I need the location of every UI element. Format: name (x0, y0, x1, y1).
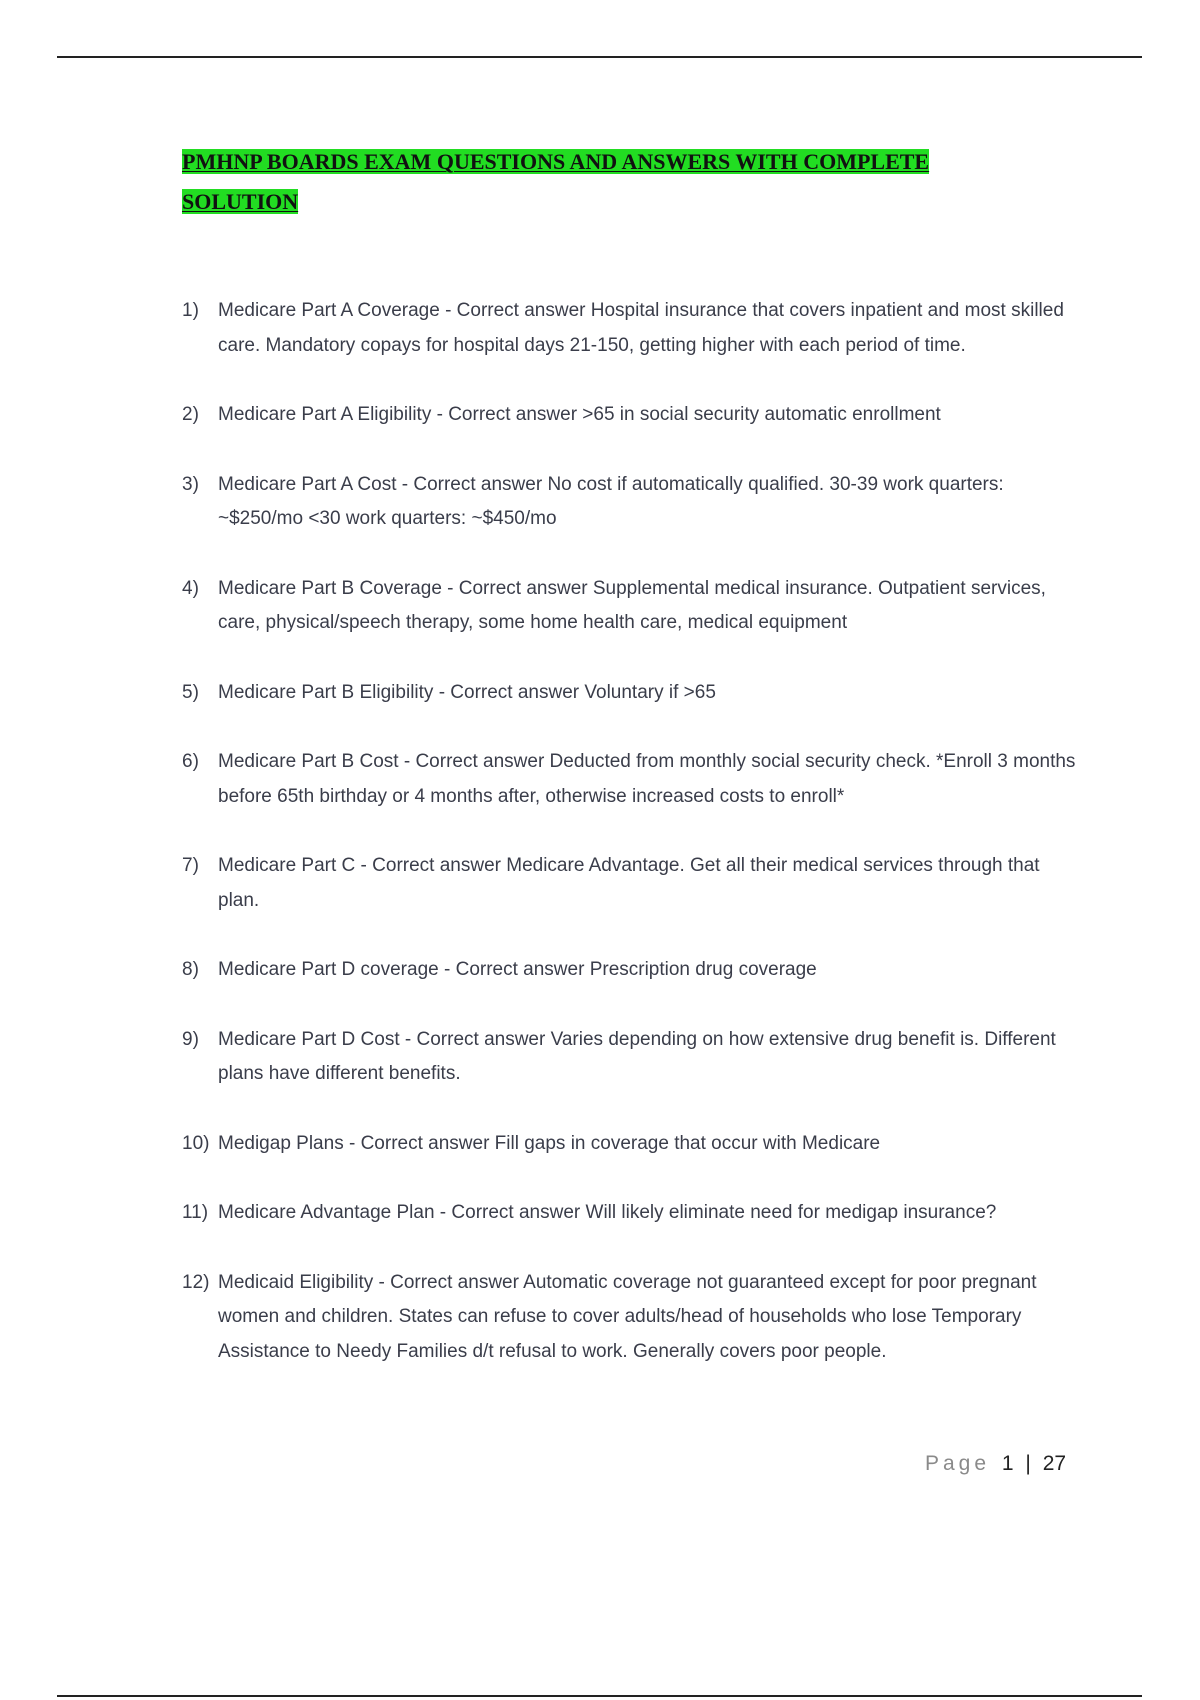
list-item (182, 676, 1082, 711)
footer-rule (57, 1695, 1142, 1697)
list-item (182, 1023, 1082, 1092)
item-text: Medigap Plans - Correct answer Fill gaps in coverage that occur with Medicare (218, 1132, 881, 1154)
item-number: 9) (182, 1028, 199, 1050)
item-number: 5) (182, 681, 199, 703)
list-item (182, 953, 1082, 988)
item-number: 1) (182, 300, 199, 321)
item-text: Medicare Part D Cost - Correct answer Varies depending on how extensive drug benefit is. Different plans have different benefits. (218, 1028, 1056, 1084)
list-item (182, 572, 1082, 641)
item-text: Medicare Part D coverage - Correct answer Prescription drug coverage (218, 959, 817, 980)
header-rule (57, 56, 1142, 58)
list-item (182, 1196, 1082, 1231)
total-pages: 27 (1042, 1452, 1067, 1475)
list-item (182, 745, 1082, 814)
item-number: 11) (182, 1202, 209, 1223)
list-item (182, 849, 1082, 918)
item-number: 3) (182, 473, 199, 495)
item-text: Medicare Advantage Plan - Correct answer Will likely eliminate need for medigap insurance? (218, 1202, 997, 1223)
current-page-number: 1 (1001, 1452, 1014, 1475)
list-item (182, 294, 1082, 363)
item-text: Medicare Part B Eligibility - Correct answer Voluntary if >65 (218, 681, 716, 703)
item-text: Medicare Part A Eligibility - Correct answer >65 in social security automatic enrollment (218, 404, 941, 425)
title-line-1: PMHNP BOARDS EXAM QUESTIONS AND ANSWERS WITH COMPLETE (182, 149, 930, 174)
page-label: Page (925, 1452, 991, 1475)
list-item (182, 468, 1082, 537)
item-number: 4) (182, 577, 199, 599)
title-line-2: SOLUTION (182, 189, 299, 214)
item-text: Medicare Part B Cost - Correct answer Deducted from monthly social security check. *Enroll 3 months before 65th birthday or 4 months after, otherwise increased costs to enroll* (218, 751, 1076, 807)
item-text: Medicare Part A Cost - Correct answer No cost if automatically qualified. 30-39 work quarters: ~$250/mo <30 work quarters: ~$450/mo (218, 473, 1004, 529)
item-number: 10) (182, 1132, 210, 1154)
list-item (182, 1266, 1082, 1370)
document-title (182, 142, 1082, 222)
item-number: 12) (182, 1271, 210, 1293)
item-number: 6) (182, 751, 199, 772)
item-text: Medicare Part A Coverage - Correct answer Hospital insurance that covers inpatient and most skilled care. Mandatory copays for hospital days 21-150, getting higher with each period of time. (218, 300, 1064, 356)
item-number: 2) (182, 404, 199, 425)
item-number: 7) (182, 855, 199, 876)
list-item (182, 1127, 1082, 1162)
item-text: Medicaid Eligibility - Correct answer Automatic coverage not guaranteed except for poor pregnant women and children. States can refuse to cover adults/head of households who lose Temporary Assistance to Needy Families d/t refusal to work. Generally covers poor people. (218, 1271, 1037, 1362)
list-item (182, 398, 1082, 433)
question-list (182, 294, 1082, 1369)
item-number: 8) (182, 959, 199, 980)
item-text: Medicare Part C - Correct answer Medicare Advantage. Get all their medical services through that plan. (218, 855, 1040, 911)
page-separator: | (1025, 1452, 1031, 1475)
page-footer (925, 1452, 1066, 1476)
item-text: Medicare Part B Coverage - Correct answer Supplemental medical insurance. Outpatient services, care, physical/speech therapy, some home health care, medical equipment (218, 577, 1046, 633)
